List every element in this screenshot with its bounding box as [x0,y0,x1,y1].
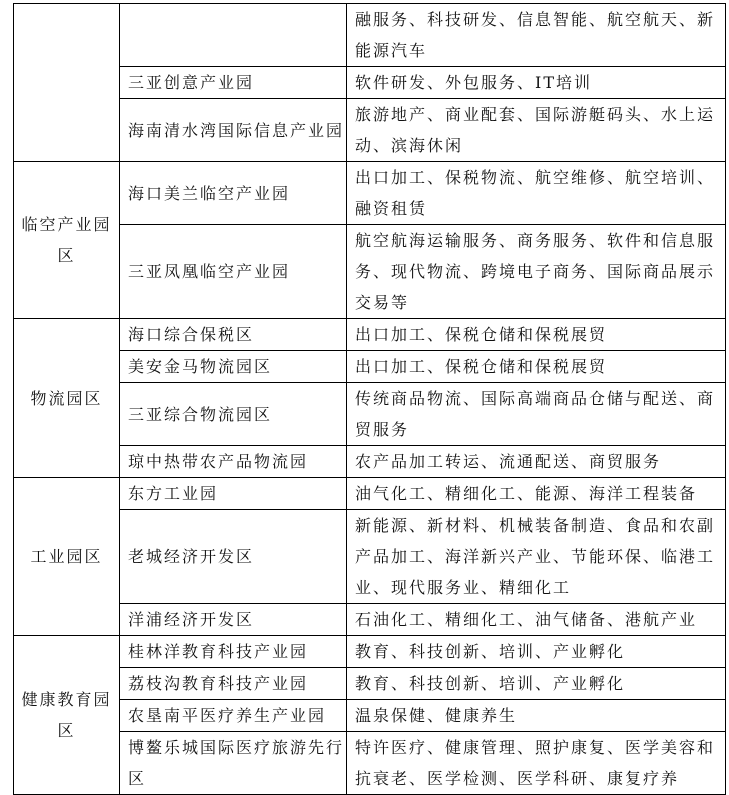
park-name-cell: 农垦南平医疗养生产业园 [120,700,347,732]
park-name-cell: 琼中热带农产品物流园 [120,446,347,478]
table-row [14,604,726,636]
industries-cell: 传统商品物流、国际高端商品仓储与配送、商贸服务 [347,383,726,446]
table-row [14,383,726,446]
category-cell: 健康教育园区 [14,636,120,795]
industries-cell: 石油化工、精细化工、油气储备、港航产业 [347,604,726,636]
industries-cell: 教育、科技创新、培训、产业孵化 [347,636,726,668]
industries-cell: 出口加工、保税仓储和保税展贸 [347,319,726,351]
industries-cell: 教育、科技创新、培训、产业孵化 [347,668,726,700]
park-name-cell: 三亚创意产业园 [120,67,347,99]
category-cell [14,4,120,162]
industries-cell: 融服务、科技研发、信息智能、航空航天、新能源汽车 [347,4,726,67]
table-row [14,478,726,510]
park-name-cell: 海口综合保税区 [120,319,347,351]
park-name-cell: 海南清水湾国际信息产业园 [120,99,347,162]
table-row [14,99,726,162]
table-row [14,636,726,668]
table-row [14,225,726,319]
park-name-cell: 东方工业园 [120,478,347,510]
table-row [14,67,726,99]
industries-cell: 出口加工、保税物流、航空维修、航空培训、融资租赁 [347,162,726,225]
industries-cell: 油气化工、精细化工、能源、海洋工程装备 [347,478,726,510]
table-row [14,700,726,732]
park-name-cell: 三亚凤凰临空产业园 [120,225,347,319]
park-name-cell: 老城经济开发区 [120,510,347,604]
table-row [14,4,726,67]
park-name-cell: 美安金马物流园区 [120,351,347,383]
park-name-cell: 海口美兰临空产业园 [120,162,347,225]
park-name-cell: 三亚综合物流园区 [120,383,347,446]
industries-cell: 特许医疗、健康管理、照护康复、医学美容和抗衰老、医学检测、医学科研、康复疗养 [347,732,726,795]
park-name-cell: 桂林洋教育科技产业园 [120,636,347,668]
industrial-parks-table [13,3,726,795]
industries-cell: 温泉保健、健康养生 [347,700,726,732]
park-name-cell: 洋浦经济开发区 [120,604,347,636]
industries-cell: 软件研发、外包服务、IT培训 [347,67,726,99]
table-row [14,668,726,700]
industries-cell: 航空航海运输服务、商务服务、软件和信息服务、现代物流、跨境电子商务、国际商品展示交易等 [347,225,726,319]
category-cell: 物流园区 [14,319,120,478]
table-row [14,162,726,225]
industries-cell: 新能源、新材料、机械装备制造、食品和农副产品加工、海洋新兴产业、节能环保、临港工业、现代服务业、精细化工 [347,510,726,604]
park-name-cell [120,4,347,67]
industries-cell: 旅游地产、商业配套、国际游艇码头、水上运动、滨海休闲 [347,99,726,162]
table-row [14,319,726,351]
park-name-cell: 荔枝沟教育科技产业园 [120,668,347,700]
table-row [14,446,726,478]
category-cell: 工业园区 [14,478,120,636]
table-row [14,351,726,383]
table-row [14,510,726,604]
park-name-cell: 博鳌乐城国际医疗旅游先行区 [120,732,347,795]
industries-cell: 农产品加工转运、流通配送、商贸服务 [347,446,726,478]
industries-cell: 出口加工、保税仓储和保税展贸 [347,351,726,383]
table-row [14,732,726,795]
category-cell: 临空产业园区 [14,162,120,319]
